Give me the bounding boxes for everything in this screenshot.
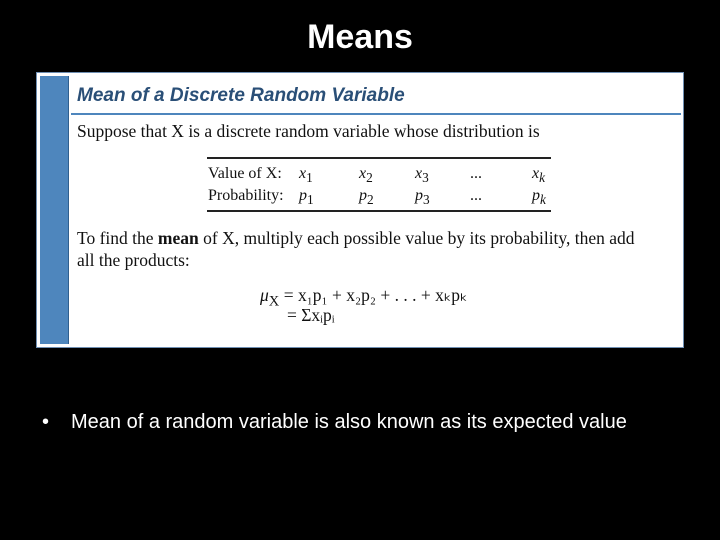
find-mean-text-line1: To find the mean of X, multiply each possible value by its probability, then add: [77, 228, 635, 248]
table-cell-ellipsis: ...: [470, 165, 482, 182]
table-cell-p1: $p_1$: [299, 187, 314, 208]
table-cell-xk: $x_k$: [532, 165, 546, 186]
accent-stripe: [40, 76, 69, 344]
intro-text: Suppose that X is a discrete random variable whose distribution is: [77, 121, 540, 141]
bullet-marker: •: [42, 411, 50, 433]
bullet-text: Mean of a random variable is also known as its expected value: [71, 411, 627, 433]
mean-formula: $\mu_X = x_1p_1 + x_2p_2$ + . . . + xₖpₖ: [260, 285, 468, 310]
box-heading: Mean of a Discrete Random Variable: [77, 85, 405, 106]
row-label-value: Value of X:: [208, 165, 282, 182]
table-cell-x1: $x_1$: [299, 165, 313, 186]
table-top-rule: [207, 157, 551, 159]
row-label-probability: Probability:: [208, 187, 284, 204]
slide-title: Means: [307, 18, 413, 56]
table-cell-p3: $p_3$: [415, 187, 430, 208]
table-cell-ellipsis: ...: [470, 187, 482, 204]
table-cell-x3: $x_3$: [415, 165, 429, 186]
table-cell-x2: $x_2$: [359, 165, 373, 186]
mean-formula-sum: = Σxᵢpᵢ: [287, 305, 335, 325]
table-bottom-rule: [207, 210, 551, 212]
definition-box: [36, 72, 684, 348]
table-cell-pk: $p_k$: [532, 187, 546, 208]
heading-divider: [71, 113, 681, 115]
table-cell-p2: $p_2$: [359, 187, 374, 208]
find-mean-text-line2: all the products:: [77, 250, 190, 270]
